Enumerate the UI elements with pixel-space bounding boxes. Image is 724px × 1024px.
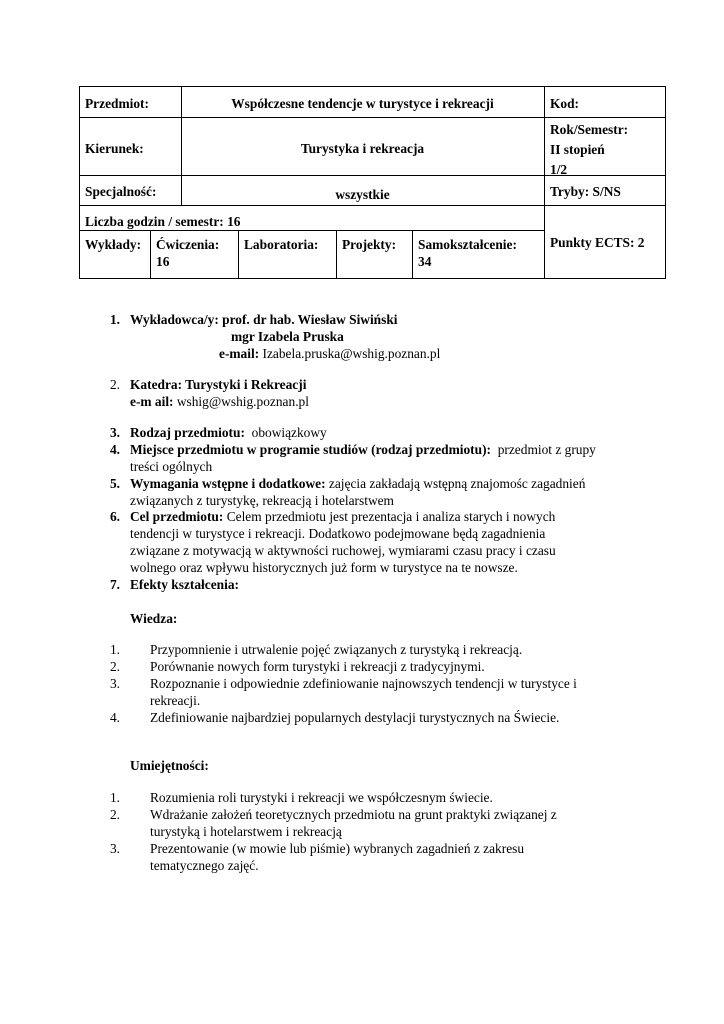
field-label: Kierunek: xyxy=(85,141,144,156)
self-study-cell xyxy=(412,233,544,270)
item-number: 6. xyxy=(109,509,120,524)
laboratories-label: Laboratoria: xyxy=(244,237,319,252)
goal-label: Cel przedmiotu: xyxy=(130,509,224,524)
self-study-label: Samokształcenie: xyxy=(418,237,517,252)
self-study-value: 34 xyxy=(418,254,432,269)
course-place-label: Miejsce przedmiotu w programie studiów (rodzaj przedmiotu): xyxy=(130,442,491,457)
exercises-cell xyxy=(150,233,238,270)
email-label: e-m ail: xyxy=(130,394,174,409)
goal-value: Celem przedmiotu jest prezentacja i analiza starych i nowych xyxy=(226,509,556,524)
list-text: Rozumienia roli turystyki i rekreacji we współczesnym świecie. xyxy=(150,790,493,805)
email-value: Izabela.pruska@wshig.poznan.pl xyxy=(262,346,441,361)
lecturer-name: Wykładowca/y: prof. dr hab. Wiesław Siwiński xyxy=(130,312,398,327)
modes-label: Tryby: S/NS xyxy=(550,184,621,199)
email-label: e-mail: xyxy=(219,346,260,361)
second-lecturer: mgr Izabela Pruska xyxy=(231,329,344,344)
list-text-cont: turystyką i hotelarstwem i rekreacją xyxy=(150,824,342,839)
prerequisites-label: Wymagania wstępne i dodatkowe: xyxy=(130,476,326,491)
course-place-value: przedmiot z grupy xyxy=(497,442,596,457)
list-text: Rozpoznanie i odpowiednie zdefiniowanie najnowszych tendencji w turystyce i xyxy=(150,676,577,691)
list-number: 3. xyxy=(109,676,120,691)
course-info-table xyxy=(79,86,666,279)
lecturer-email-line xyxy=(219,345,440,362)
item-number: 7. xyxy=(109,577,120,592)
course-type-value: obowiązkowy xyxy=(251,425,327,440)
prerequisites-value: zajęcia zakładają wstępną znajomośc zagadnień xyxy=(328,476,586,491)
goal-value-line: tendencji w turystyce i rekreacji. Dodatkowo podejmowane będą zagadnienia xyxy=(130,526,546,541)
degree-level: II stopień xyxy=(550,142,605,157)
code-label: Kod: xyxy=(550,96,580,111)
item-number: 2. xyxy=(109,377,120,392)
year-semester-value: 1/2 xyxy=(550,162,568,177)
list-number: 1. xyxy=(109,642,120,657)
list-text-cont: tematycznego zajęć. xyxy=(150,858,259,873)
list-text: Wdrażanie założeń teoretycznych przedmiotu na grunt praktyki związanej z xyxy=(150,807,557,822)
list-number: 1. xyxy=(109,790,120,805)
specialty-label: Specjalność: xyxy=(85,184,157,199)
skills-heading: Umiejętności: xyxy=(130,758,209,773)
email-value: wshig@wshig.poznan.pl xyxy=(176,394,309,409)
list-number: 4. xyxy=(109,710,120,725)
item-number: 3. xyxy=(109,425,120,440)
course-type-label: Rodzaj przedmiotu: xyxy=(130,425,245,440)
item-number: 4. xyxy=(109,442,120,457)
ects-points: Punkty ECTS: 2 xyxy=(550,235,645,250)
learning-outcomes-label: Efekty kształcenia: xyxy=(130,577,239,592)
list-text: Zdefiniowanie najbardziej popularnych destylacji turystycznych na Świecie. xyxy=(150,710,560,725)
department-name: Katedra: Turystyki i Rekreacji xyxy=(130,377,307,392)
goal-value-line: wolnego oraz wpływu historycznych już form w turystyce na te nowsze. xyxy=(130,560,518,575)
list-number: 2. xyxy=(109,659,120,674)
list-text: Porównanie nowych form turystyki i rekreacji z tradycyjnymi. xyxy=(150,659,485,674)
list-number: 2. xyxy=(109,807,120,822)
projects-label: Projekty: xyxy=(342,237,397,252)
prerequisites-value-cont: związanych z turystykę, rekreacją i hotelarstwem xyxy=(130,493,394,508)
item-number: 1. xyxy=(109,312,120,327)
hours-per-semester: Liczba godzin / semestr: 16 xyxy=(85,214,241,229)
course-place-value-cont: treści ogólnych xyxy=(130,459,213,474)
list-number: 3. xyxy=(109,841,120,856)
specialty-value: wszystkie xyxy=(335,187,390,202)
year-semester-label: Rok/Semestr: xyxy=(550,122,629,137)
exercises-label: Ćwiczenia: xyxy=(156,237,220,252)
goal-value-line: związane z motywacją w aktywności ruchowej, wymiarami czasu pracy i czasu xyxy=(130,543,556,558)
lectures-label: Wykłady: xyxy=(85,237,142,252)
year-semester-cell xyxy=(544,117,666,180)
department-email-line xyxy=(130,393,309,410)
subject-value: Współczesne tendencje w turystyce i rekreacji xyxy=(231,96,494,111)
list-text-cont: rekreacji. xyxy=(150,693,201,708)
list-text: Przypomnienie i utrwalenie pojęć związanych z turystyką i rekreacją. xyxy=(150,642,523,657)
subject-label: Przedmiot: xyxy=(85,96,149,111)
list-text: Prezentowanie (w mowie lub piśmie) wybranych zagadnień z zakresu xyxy=(150,841,525,856)
exercises-value: 16 xyxy=(156,254,170,269)
field-value: Turystyka i rekreacja xyxy=(300,141,425,156)
knowledge-heading: Wiedza: xyxy=(130,611,178,626)
item-number: 5. xyxy=(109,476,120,491)
